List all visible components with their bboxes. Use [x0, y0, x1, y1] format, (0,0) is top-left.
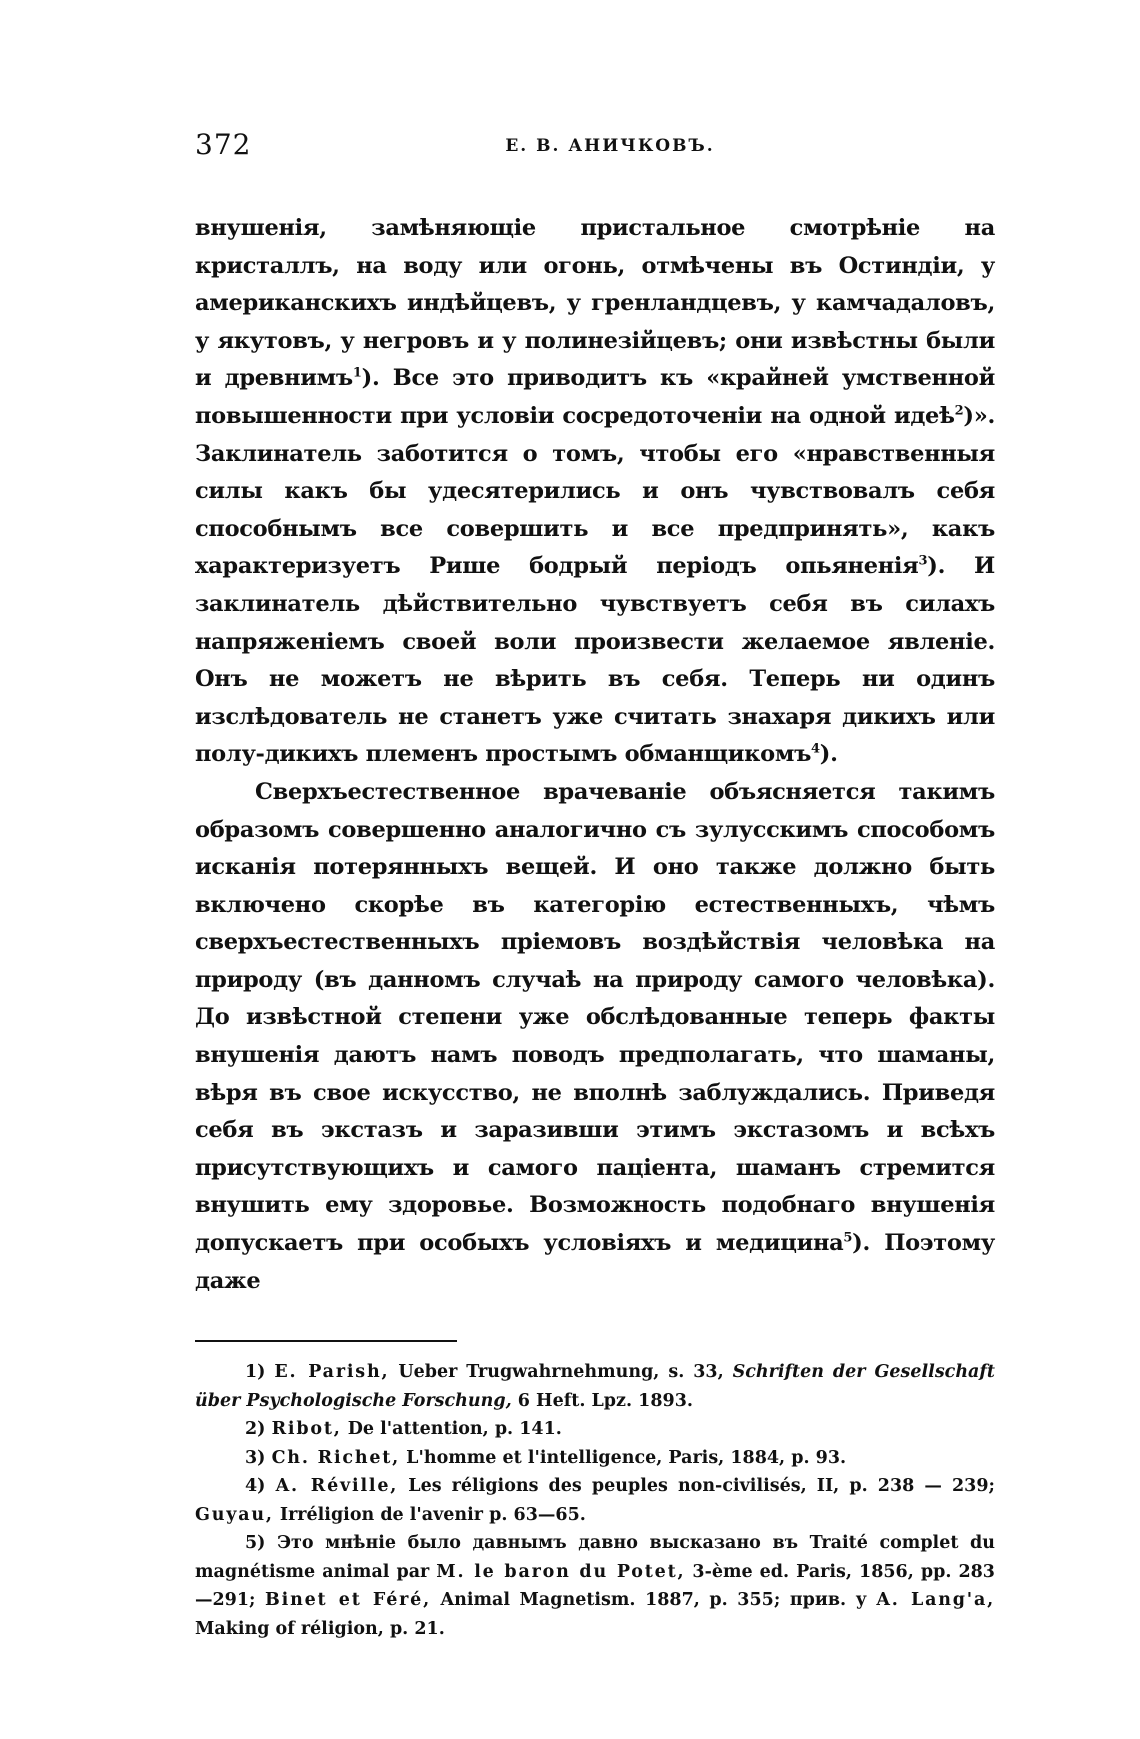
footnote-text: 3-ème ed. Paris, 1856, pp. 283—291; — [195, 1561, 995, 1611]
footnote-text: Making of réligion, p. 21. — [195, 1618, 445, 1639]
footnote-author: Binet et Féré, — [265, 1590, 431, 1611]
body-text — [195, 210, 995, 1300]
footnote-4 — [195, 1472, 995, 1529]
footnote-1 — [195, 1358, 995, 1415]
footnote-author: Guyau, — [195, 1504, 274, 1525]
footnote-text: Это мнѣніе было давнымъ давно высказано въ Traité complet du magnétisme animal par — [195, 1533, 995, 1582]
footnote-text: L'homme et l'intelligence, Paris, 1884, p. 93. — [400, 1447, 847, 1468]
footnote-text: Ueber Trugwahrnehmung, s. 33, — [389, 1362, 733, 1383]
footnote-text: 6 Heft. Lpz. 1893. — [511, 1390, 693, 1411]
footnote-text: Irréligion de l'avenir p. 63—65. — [273, 1504, 586, 1525]
footnote-number: 3) — [245, 1447, 266, 1468]
footnote-divider — [195, 1340, 457, 1342]
footnote-author: Ribot, — [271, 1419, 342, 1440]
footnote-number: 5) — [245, 1533, 266, 1554]
footnote-ref-2: 2 — [954, 403, 964, 419]
footnote-author: E. Parish, — [274, 1362, 390, 1383]
footnotes — [195, 1358, 995, 1643]
page-number: 372 — [195, 128, 252, 161]
text-span: ). Поэтому даже — [195, 1230, 995, 1294]
text-span: )». Заклинатель заботится о томъ, чтобы его «нравственныя силы какъ бы удесятерились и онъ чувствовалъ себя способнымъ все совершить и все предпринять», какъ характеризуетъ Рише бодрый періодъ опьяненія — [195, 402, 995, 580]
footnote-italic-title: Schriften der Gesellschaft über Psychologische Forschung, — [195, 1362, 995, 1411]
footnote-text: De l'attention, p. 141. — [341, 1419, 562, 1440]
text-span: внушенія, замѣняющіе пристальное смотрѣніе на кристаллъ, на воду или огонь, отмѣчены въ Остиндіи, у американскихъ индѣйцевъ, у гренландцевъ, у камчадаловъ, у якутовъ, у негровъ и у полинезійцевъ; они извѣстны были и древнимъ — [195, 215, 995, 392]
footnote-text: Animal Magnetism. 1887, p. 355; прив. у — [430, 1590, 877, 1611]
text-span: Сверхъестественное врачеваніе объясняется такимъ образомъ совершенно аналогично съ зулусскимъ способомъ исканія потерянныхъ вещей. И оно также должно быть включено скорѣе въ категорію естественныхъ, чѣмъ сверхъестественныхъ пріемовъ воздѣйствія человѣка на природу (въ данномъ случаѣ на природу самого человѣка). До извѣстной степени уже обслѣдованные теперь факты внушенія даютъ намъ поводъ предполагать, что шаманы, вѣря въ свое искусство, не вполнѣ заблуждались. Приведя себя въ экстазъ и заразивши этимъ экстазомъ и всѣхъ присутствующихъ и самого паціента, шаманъ стремится внушить ему здоровье. Возможность подобнаго внушенія допускаетъ при особыхъ условіяхъ и медицина — [195, 778, 995, 1257]
text-span: ). Все это приводитъ къ «крайней умственной повышенности при условіи сосредоточеніи на одной идеѣ — [195, 365, 995, 429]
running-head: Е. В. АНИЧКОВЪ. — [505, 136, 715, 156]
footnote-author: Ch. Richet, — [271, 1447, 401, 1468]
footnote-ref-3: 3 — [918, 553, 928, 569]
footnote-number: 4) — [245, 1476, 266, 1497]
book-page — [195, 128, 995, 1643]
footnote-ref-5: 5 — [843, 1230, 853, 1246]
footnote-ref-4: 4 — [811, 741, 820, 757]
text-span: ). И заклинатель дѣйствительно чувствуетъ себя въ силахъ напряженіемъ своей воли произвести желаемое явленіе. Онъ не можетъ не вѣрить въ себя. Теперь ни одинъ изслѣдователь не станетъ уже считать знахаря дикихъ или полу-дикихъ племенъ простымъ обманщикомъ — [195, 553, 995, 768]
paragraph-2 — [195, 774, 995, 1300]
footnote-author: A. Réville, — [275, 1476, 399, 1497]
footnote-author: M. le baron du Potet, — [436, 1561, 686, 1582]
paragraph-1 — [195, 210, 995, 774]
footnote-3 — [195, 1444, 995, 1473]
footnote-number: 1) — [245, 1362, 266, 1383]
text-span: ). — [819, 741, 838, 768]
footnote-author: A. Lang'a, — [876, 1590, 995, 1611]
footnote-text: Les réligions des peuples non-civilisés, II, p. 238 — 239; — [398, 1476, 995, 1497]
footnote-5 — [195, 1529, 995, 1643]
footnote-number: 2) — [245, 1419, 266, 1440]
footnote-ref-1: 1 — [352, 365, 362, 381]
footnote-2 — [195, 1415, 995, 1444]
page-header — [195, 128, 995, 172]
